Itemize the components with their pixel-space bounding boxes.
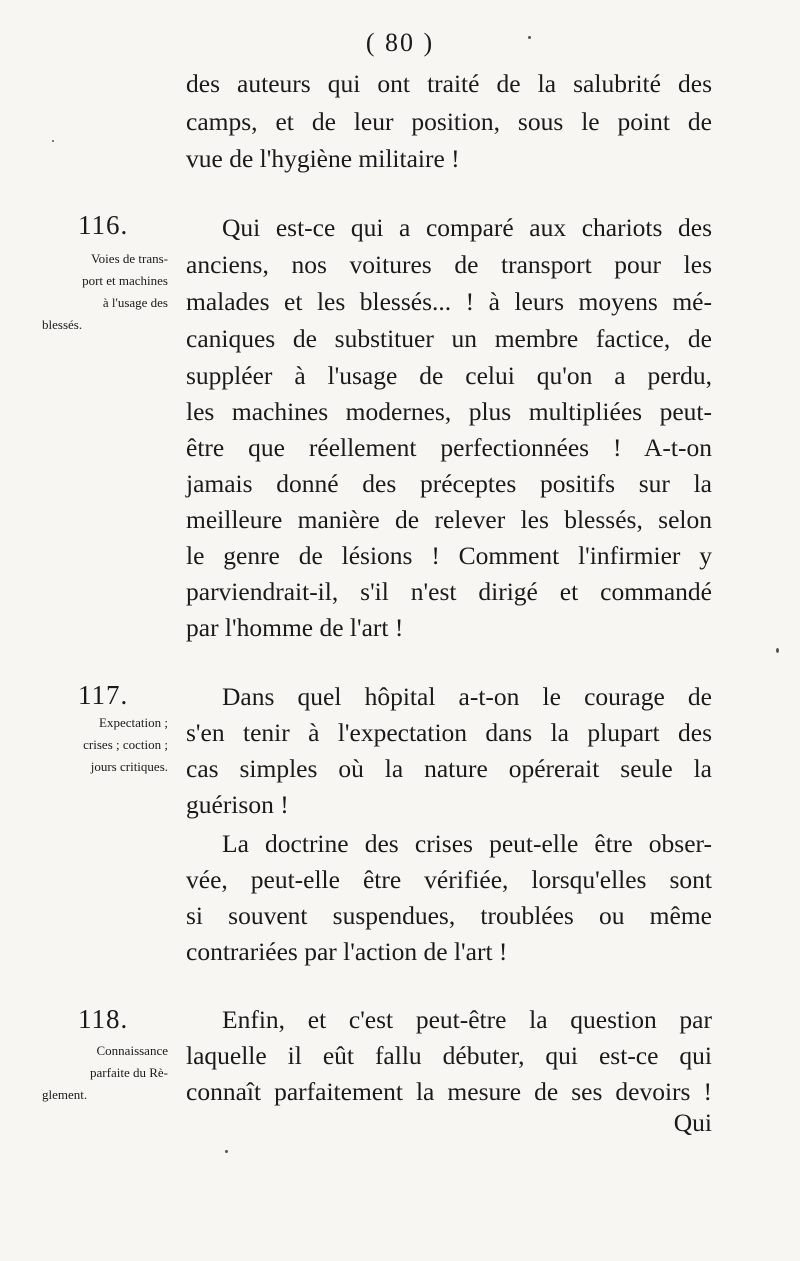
margin-note-line: Connaissance bbox=[96, 1043, 168, 1058]
body-line: connaît parfaitement la mesure de ses devoirs ! bbox=[186, 1077, 712, 1106]
ink-speck bbox=[776, 648, 779, 653]
body-line: Enfin, et c'est peut-être la question par bbox=[222, 1005, 712, 1034]
body-line: malades et les blessés... ! à leurs moyens mé- bbox=[186, 287, 712, 316]
show-through-text: ⁠ ⁠ bbox=[510, 150, 516, 175]
body-line: camps, et de leur position, sous le point de bbox=[186, 107, 712, 136]
body-line: laquelle il eût fallu débuter, qui est-ce qui bbox=[186, 1041, 712, 1070]
body-line: le genre de lésions ! Comment l'infirmier y bbox=[186, 541, 712, 570]
section-number-117: 117. bbox=[78, 680, 129, 710]
body-line: caniques de substituer un membre factice, de bbox=[186, 324, 712, 353]
body-line: suppléer à l'usage de celui qu'on a perdu, bbox=[186, 361, 712, 390]
margin-note-line: crises ; coction ; bbox=[83, 737, 168, 752]
margin-note-118 bbox=[38, 1040, 168, 1106]
section-number-116: 116. bbox=[78, 210, 129, 240]
margin-note-line: parfaite du Rè- bbox=[90, 1065, 168, 1080]
margin-note-line: Voies de trans- bbox=[90, 251, 168, 266]
body-line: vée, peut-elle être vérifiée, lorsqu'elles sont bbox=[186, 865, 712, 894]
body-line: meilleure manière de relever les blessés, selon bbox=[186, 505, 712, 534]
body-line: cas simples où la nature opérerait seule la bbox=[186, 754, 712, 783]
body-line: parviendrait-il, s'il n'est dirigé et commandé bbox=[186, 577, 712, 606]
body-line: par l'homme de l'art ! bbox=[186, 613, 404, 642]
margin-note-line: glement. bbox=[42, 1087, 88, 1102]
body-line: les machines modernes, plus multipliées peut- bbox=[186, 397, 712, 426]
ink-speck bbox=[225, 1150, 228, 1153]
body-line: s'en tenir à l'expectation dans la plupart des bbox=[186, 718, 712, 747]
margin-note-116 bbox=[38, 248, 168, 336]
body-line: La doctrine des crises peut-elle être obser- bbox=[222, 829, 712, 858]
margin-note-117 bbox=[38, 712, 168, 778]
body-line: vue de l'hygiène militaire ! bbox=[186, 144, 460, 173]
margin-note-line: à l'usage des bbox=[102, 295, 168, 310]
body-line: guérison ! bbox=[186, 790, 289, 819]
body-line: contrariées par l'action de l'art ! bbox=[186, 937, 508, 966]
ink-speck bbox=[528, 36, 531, 39]
body-line: anciens, nos voitures de transport pour les bbox=[186, 250, 712, 279]
body-line: si souvent suspendues, troublées ou même bbox=[186, 901, 712, 930]
section-number-118: 118. bbox=[78, 1004, 129, 1034]
margin-note-line: blessés. bbox=[42, 317, 83, 332]
body-line: jamais donné des préceptes positifs sur la bbox=[186, 469, 712, 498]
body-line: des auteurs qui ont traité de la salubrité des bbox=[186, 69, 712, 98]
body-line: Dans quel hôpital a-t-on le courage de bbox=[222, 682, 712, 711]
body-line: être que réellement perfectionnées ! A-t-on bbox=[186, 433, 712, 462]
margin-note-line: Expectation ; bbox=[99, 715, 168, 730]
page-number: ( 80 ) bbox=[365, 28, 435, 57]
catchword: Qui bbox=[673, 1108, 712, 1137]
margin-note-line: jours critiques. bbox=[90, 759, 168, 774]
margin-note-line: port et machines bbox=[82, 273, 168, 288]
ink-speck bbox=[52, 140, 54, 142]
body-line: Qui est-ce qui a comparé aux chariots des bbox=[222, 213, 712, 242]
